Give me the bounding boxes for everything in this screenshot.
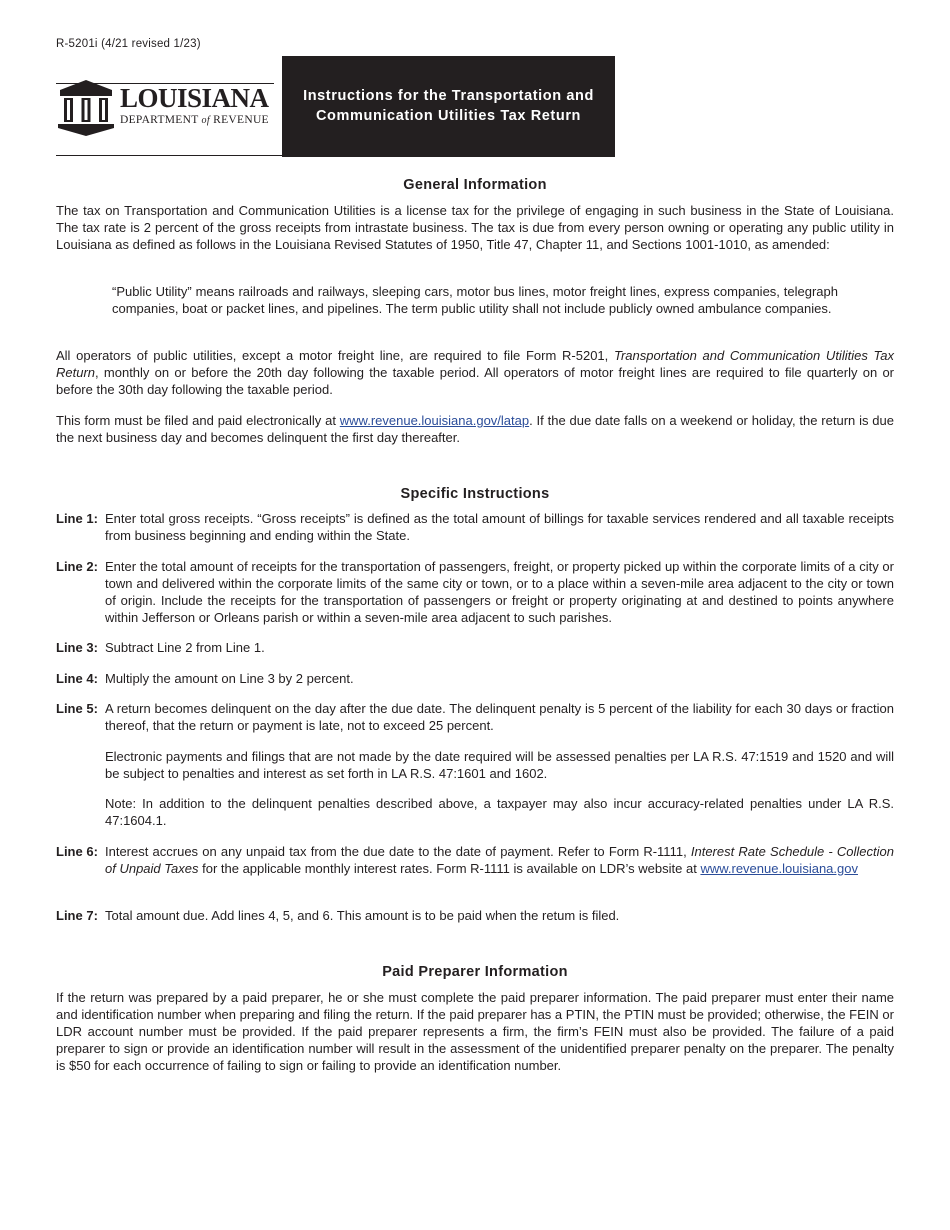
title-line-2: Communication Utilities Tax Return: [315, 107, 582, 124]
line-7-instruction: [56, 907, 894, 924]
logo-subtitle: DEPARTMENT of REVENUE: [120, 114, 269, 126]
document-title: [282, 56, 615, 157]
ldr-website-link[interactable]: www.revenue.louisiana.gov: [700, 861, 858, 876]
public-utility-definition: “Public Utility” means railroads and railways, sleeping cars, motor bus lines, motor freight lines, express companies, telegraph companies, boat or packet lines, and pipelines. The term public utility shall not include publicly owned ambulance companies.: [112, 284, 838, 316]
general-paragraph-1: The tax on Transportation and Communication Utilities is a license tax for the privilege of engaging in such business in the State of Louisiana. The tax rate is 2 percent of the gross receipts from intrastate business. The tax is due from every person owning or operating any public utility in Louisiana as defined as follows in the Louisiana Revised Statutes of 1950, Title 47, Chapter 11, and Sections 1001-1010, as amended:: [56, 203, 894, 252]
capitol-columns-icon: [56, 76, 116, 136]
line-3-instruction: [56, 639, 894, 656]
line-text: Total amount due. Add lines 4, 5, and 6. This amount is to be paid when the retum is filed.: [105, 908, 620, 923]
paid-preparer-paragraph: If the return was prepared by a paid preparer, he or she must complete the paid preparer information. The paid preparer must enter their name and identification number when preparing and filing the return. If the paid preparer has a PTIN, the PTIN must be provided; otherwise, the FEIN or LDR account number must be provided. If the paid preparer represents a firm, the firm’s FEIN must also be provided. The failure of a paid preparer to sign or provide an identification number will result in the assessment of the unidentified preparer penalty on the preparer. The penalty is $50 for each occurrence of failing to sign or failing to provide an identification number.: [56, 990, 894, 1073]
line-label: Line 7:: [56, 908, 98, 923]
line-5-accuracy-note: Note: In addition to the delinquent penalties described above, a taxpayer may also incur accuracy-related penalties under LA R.S. 47:1604.1.: [105, 796, 894, 828]
logo-wordmark: LOUISIANA: [120, 83, 269, 113]
general-information-heading: General Information: [403, 177, 547, 193]
line-text: Interest accrues on any unpaid tax from the due date to the date of payment. Refer to Form R-1111, Interest Rate Schedule - Collection of Unpaid Taxes for the applicable monthly interest rates. Form R-1111 is available on LDR’s website at www.revenue.louisiana.gov: [105, 844, 894, 876]
title-line-1: Instructions for the Transportation and: [303, 88, 594, 104]
line-label: Line 1:: [56, 511, 98, 526]
logo-bottom-rule: [56, 155, 282, 156]
latap-link[interactable]: www.revenue.louisiana.gov/latap: [339, 413, 530, 428]
general-paragraph-3: All operators of public utilities, except a motor freight line, are required to file Form R-5201, Transportation and Communication Utilities Tax Return, monthly on or before the 20th day following the taxable period. All operators of motor freight lines are required to file quarterly on or before the 30th day following the taxable period.: [56, 348, 894, 397]
line-4-instruction: [56, 670, 894, 687]
line-label: Line 6:: [56, 844, 98, 859]
line-label: Line 3:: [56, 640, 98, 655]
line-text: Multiply the amount on Line 3 by 2 percent.: [105, 671, 354, 686]
general-paragraph-4: This form must be filed and paid electronically at www.revenue.louisiana.gov/latap. If the due date falls on a weekend or holiday, the return is due the next business day and becomes delinquent the first day thereafter.: [56, 413, 894, 445]
line-text: A return becomes delinquent on the day after the due date. The delinquent penalty is 5 percent of the liability for each 30 days or fraction thereof, that the return or payment is late, not to exceed 25 percent.: [105, 701, 894, 733]
document-header: [56, 56, 615, 157]
line-2-instruction: [56, 558, 894, 626]
line-5-instruction: [56, 700, 894, 734]
line-1-instruction: [56, 510, 894, 544]
line-text: Subtract Line 2 from Line 1.: [105, 640, 265, 655]
line-6-instruction: [56, 843, 894, 877]
paid-preparer-heading: Paid Preparer Information: [382, 964, 568, 980]
line-5-electronic-penalties: Electronic payments and filings that are not made by the date required will be assessed penalties per LA R.S. 47:1519 and 1520 and will be subject to penalties and interest as set forth in LA R.S. 47:1601 and 1602.: [105, 749, 894, 781]
line-text: Enter the total amount of receipts for the transportation of passengers, freight, or property picked up within the corporate limits of a city or town and delivered within the corporate limits of the same city or town, or to a place within a seven-mile area adjacent to the city or town of origin. Include the receipts for the transportation of passengers or freight or property originating at and destined to points anywhere within Jefferson or Orleans parish or within a seven-mile area adjacent to such parishes.: [105, 559, 894, 625]
line-label: Line 4:: [56, 671, 98, 686]
line-label: Line 2:: [56, 559, 98, 574]
line-text: Enter total gross receipts. “Gross receipts” is defined as the total amount of billings for taxable services rendered and all taxable receipts from business beginning and ending within the State.: [105, 511, 894, 543]
specific-instructions-heading: Specific Instructions: [400, 486, 550, 502]
form-number: R-5201i (4/21 revised 1/23): [56, 38, 201, 50]
line-label: Line 5:: [56, 701, 98, 716]
